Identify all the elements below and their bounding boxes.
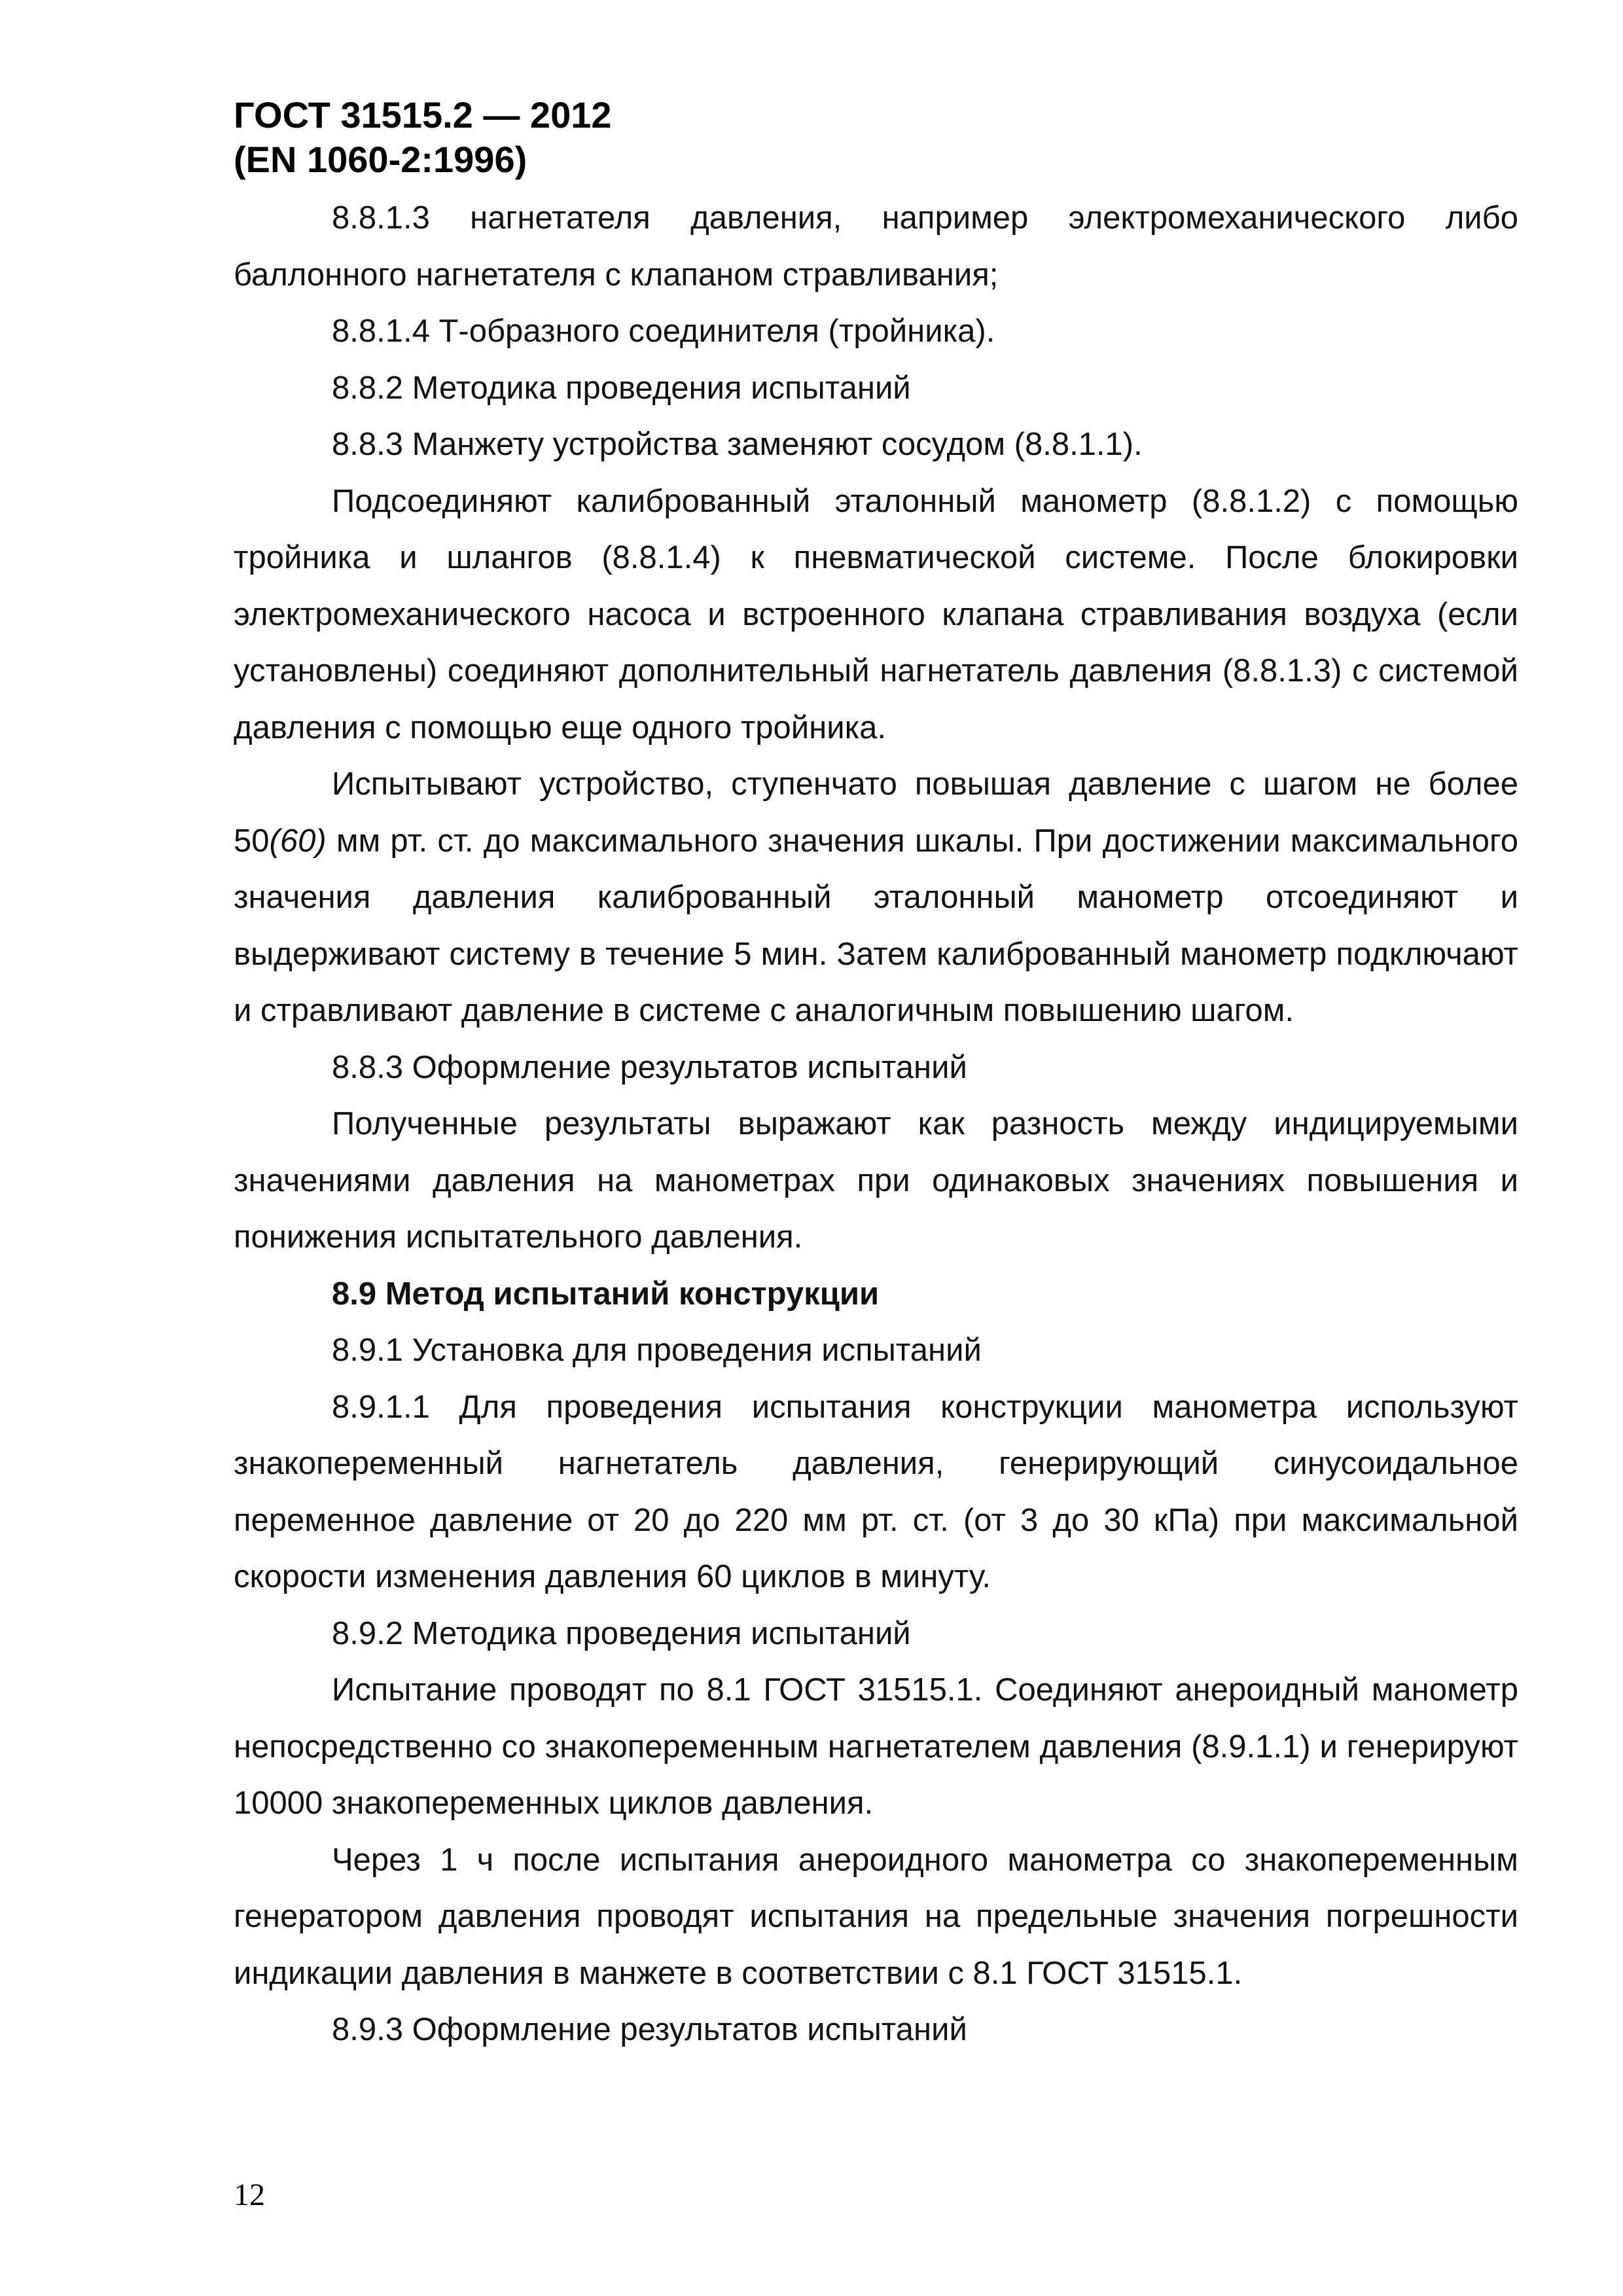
paragraph-8-8-1-4: 8.8.1.4 Т-образного соединителя (тройника). [332, 314, 995, 349]
paragraph-test-procedure [234, 756, 1518, 1039]
heading-8-8-2: 8.8.2 Методика проведения испытаний [332, 370, 911, 406]
paragraph-8-8-1-3: 8.8.1.3 нагнетателя давления, например электромеханического либо баллонного нагнетателя с клапаном стравливания; [234, 200, 1518, 293]
paragraph-results: Полученные результаты выражают как разность между индицируемыми значениями давления на манометрах при одинаковых значениях повышения и понижения испытательного давления. [234, 1106, 1518, 1255]
test-text-before: Испытывают устройство, ступенчато повышая давление с шагом не более 50 [234, 766, 1518, 859]
heading-8-9: 8.9 Метод испытаний конструкции [332, 1276, 880, 1312]
paragraph-8-8-3: 8.8.3 Манжету устройства заменяют сосудом (8.8.1.1). [332, 427, 1143, 462]
document-body [234, 190, 1518, 2058]
standard-header [234, 93, 612, 182]
paragraph-after-test: Через 1 ч после испытания анероидного манометра со знакопеременным генератором давления проводят испытания на предельные значения погрешности индикации давления в манжете в соответствии с 8.1 ГОСТ 31515.1. [234, 1842, 1518, 1991]
heading-8-9-3: 8.9.3 Оформление результатов испытаний [332, 2012, 967, 2047]
page-number: 12 [234, 2178, 265, 2212]
test-text-italic: (60) [269, 823, 327, 859]
paragraph-8-9-1-1: 8.9.1.1 Для проведения испытания конструкции манометра используют знакопеременный нагнетатель давления, генерирующий синусоидальное переменное давление от 20 до 220 мм рт. ст. (от 3 до 30 кПа) при максимальной скорости изменения давления 60 циклов в минуту. [234, 1389, 1518, 1594]
test-text-after: мм рт. ст. до максимального значения шкалы. При достижении максимального значения давления калиброванный эталонный манометр отсоединяют и выдерживают систему в течение 5 мин. Затем калиброванный манометр подключают и стравливают давление в системе с аналогичным повышению шагом. [234, 823, 1518, 1028]
standard-designation: ГОСТ 31515.2 — 2012 [234, 94, 612, 135]
heading-8-8-3-results: 8.8.3 Оформление результатов испытаний [332, 1049, 967, 1085]
heading-8-9-2: 8.9.2 Методика проведения испытаний [332, 1615, 911, 1651]
standard-equivalent: (EN 1060-2:1996) [234, 139, 527, 180]
heading-8-9-1: 8.9.1 Установка для проведения испытаний [332, 1333, 982, 1368]
paragraph-8-9-2-test: Испытание проводят по 8.1 ГОСТ 31515.1. Соединяют анероидный манометр непосредственно со знакопеременным нагнетателем давления (8.9.1.1) и генерируют 10000 знакопеременных циклов давления. [234, 1672, 1518, 1821]
paragraph-connection: Подсоединяют калиброванный эталонный манометр (8.8.1.2) с помощью тройника и шлангов (8.8.1.4) к пневматической системе. После блокировки электромеханического насоса и встроенного клапана стравливания воздуха (если установлены) соединяют дополнительный нагнетатель давления (8.8.1.3) с системой давления с помощью еще одного тройника. [234, 483, 1518, 745]
